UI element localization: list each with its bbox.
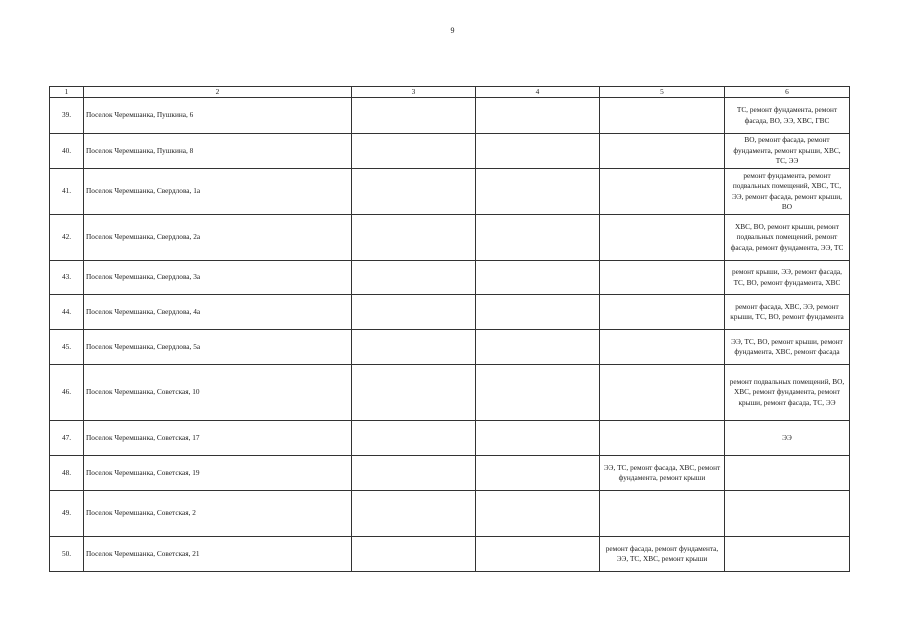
row-col5 [600,491,725,537]
table-row [50,365,850,421]
table-row [50,215,850,261]
row-address: Поселок Черемшанка, Советская, 19 [84,456,352,491]
table-row [50,330,850,365]
row-col3 [352,169,476,215]
column-header: 1 [50,87,84,98]
row-number: 50. [50,537,84,572]
row-col5 [600,215,725,261]
column-header: 4 [476,87,600,98]
row-col3 [352,421,476,456]
row-col6 [725,537,850,572]
table-row [50,261,850,295]
column-header: 2 [84,87,352,98]
row-col3 [352,295,476,330]
row-col4 [476,215,600,261]
row-col6: ЭЭ, ТС, ВО, ремонт крыши, ремонт фундамента, ХВС, ремонт фасада [725,330,850,365]
row-address: Поселок Черемшанка, Свердлова, 3а [84,261,352,295]
row-col4 [476,295,600,330]
table-row [50,537,850,572]
row-col3 [352,215,476,261]
row-address: Поселок Черемшанка, Пушкина, 8 [84,134,352,169]
row-number: 42. [50,215,84,261]
row-col6: ремонт подвальных помещений, ВО, ХВС, ремонт фундамента, ремонт крыши, ремонт фасада, ТС, ЭЭ [725,365,850,421]
row-address: Поселок Черемшанка, Свердлова, 4а [84,295,352,330]
row-col3 [352,98,476,134]
row-col4 [476,421,600,456]
row-col6: ХВС, ВО, ремонт крыши, ремонт подвальных помещений, ремонт фасада, ремонт фундамента, ЭЭ, ТС [725,215,850,261]
row-number: 47. [50,421,84,456]
row-col4 [476,365,600,421]
row-col4 [476,134,600,169]
row-address: Поселок Черемшанка, Свердлова, 1а [84,169,352,215]
row-col4 [476,491,600,537]
column-header: 5 [600,87,725,98]
table-row [50,98,850,134]
row-number: 46. [50,365,84,421]
row-col5 [600,295,725,330]
row-address: Поселок Черемшанка, Советская, 10 [84,365,352,421]
table-row [50,169,850,215]
row-col4 [476,537,600,572]
row-col6: ТС, ремонт фундамента, ремонт фасада, ВО, ЭЭ, ХВС, ГВС [725,98,850,134]
table-row [50,456,850,491]
row-col3 [352,537,476,572]
row-number: 40. [50,134,84,169]
row-col3 [352,456,476,491]
column-header: 3 [352,87,476,98]
row-col5: ЭЭ, ТС, ремонт фасада, ХВС, ремонт фундамента, ремонт крыши [600,456,725,491]
row-number: 48. [50,456,84,491]
row-number: 44. [50,295,84,330]
row-col5 [600,134,725,169]
row-col6 [725,491,850,537]
table-header-row [50,87,850,98]
page-number: 9 [450,26,455,35]
row-address: Поселок Черемшанка, Свердлова, 2а [84,215,352,261]
repair-table [49,86,850,572]
row-number: 43. [50,261,84,295]
row-address: Поселок Черемшанка, Свердлова, 5а [84,330,352,365]
table-row [50,421,850,456]
row-address: Поселок Черемшанка, Советская, 21 [84,537,352,572]
row-col4 [476,169,600,215]
row-number: 39. [50,98,84,134]
row-col3 [352,134,476,169]
row-col3 [352,491,476,537]
table-row [50,295,850,330]
row-col5 [600,98,725,134]
table-row [50,134,850,169]
row-col3 [352,330,476,365]
row-address: Поселок Черемшанка, Советская, 17 [84,421,352,456]
row-col3 [352,261,476,295]
row-col5 [600,330,725,365]
row-col6: ремонт фасада, ХВС, ЭЭ, ремонт крыши, ТС, ВО, ремонт фундамента [725,295,850,330]
row-col5 [600,261,725,295]
row-col5 [600,421,725,456]
row-col6 [725,456,850,491]
row-col6: ЭЭ [725,421,850,456]
row-col6: ремонт фундамента, ремонт подвальных помещений, ХВС, ТС, ЭЭ, ремонт фасада, ремонт крыши, ВО [725,169,850,215]
row-col4 [476,261,600,295]
row-col4 [476,98,600,134]
row-address: Поселок Черемшанка, Советская, 2 [84,491,352,537]
row-col6: ремонт крыши, ЭЭ, ремонт фасада, ТС, ВО, ремонт фундамента, ХВС [725,261,850,295]
row-address: Поселок Черемшанка, Пушкина, 6 [84,98,352,134]
row-col5 [600,365,725,421]
row-col3 [352,365,476,421]
row-number: 41. [50,169,84,215]
row-number: 45. [50,330,84,365]
row-col4 [476,456,600,491]
row-col6: ВО, ремонт фасада, ремонт фундамента, ремонт крыши, ХВС, ТС, ЭЭ [725,134,850,169]
row-col5 [600,169,725,215]
row-col5: ремонт фасада, ремонт фундамента, ЭЭ, ТС, ХВС, ремонт крыши [600,537,725,572]
table-row [50,491,850,537]
row-number: 49. [50,491,84,537]
row-col4 [476,330,600,365]
column-header: 6 [725,87,850,98]
